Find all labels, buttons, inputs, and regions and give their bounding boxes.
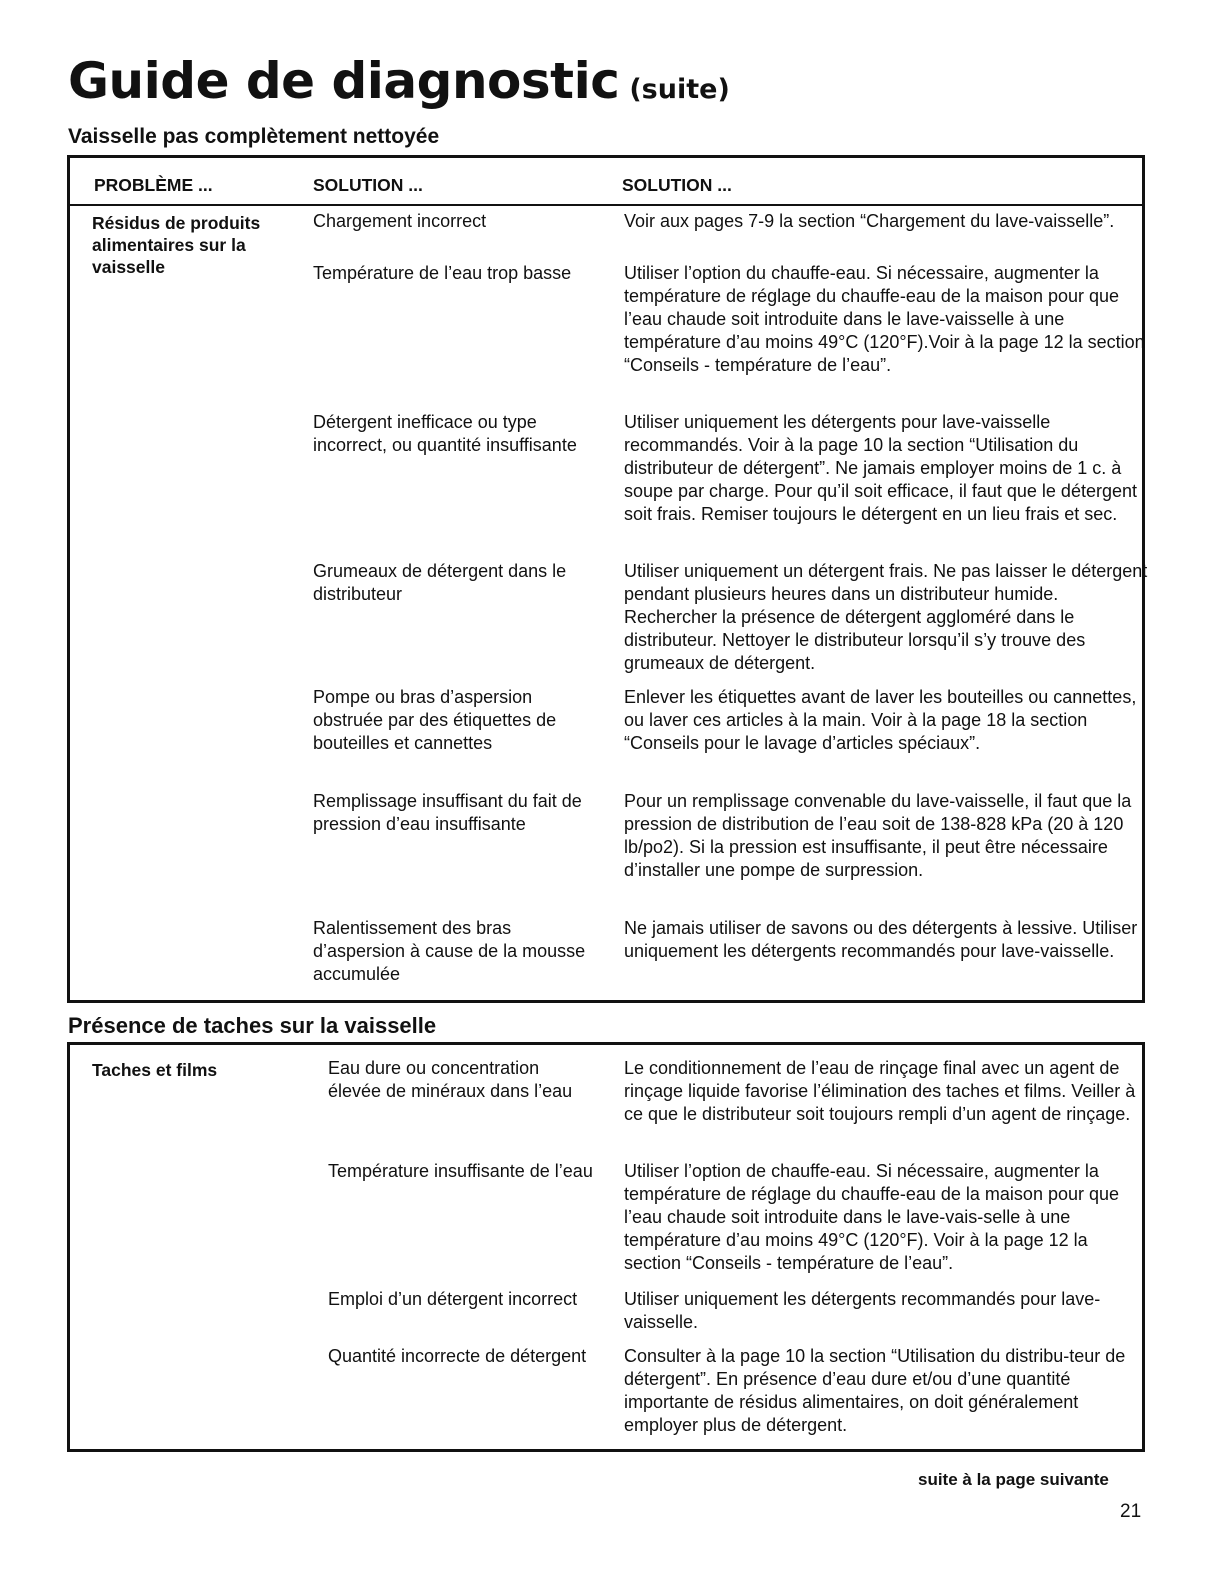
cause-text: Quantité incorrecte de détergent (328, 1346, 587, 1366)
solution-text: Utiliser uniquement les détergents pour lave-vaisselle recommandés. Voir à la page 10 la section “Utilisation du distributeur de détergent”. Ne jamais employer moins de 1 c. à soupe par charge. Pour qu’il soit efficace, il faut que le détergent soit frais. Remiser toujours le détergent en un lieu frais et sec. (624, 412, 1137, 524)
solution-text: Ne jamais utiliser de savons ou des détergents à lessive. Utiliser uniquement les détergents recommandés pour lave-vaisselle. (624, 918, 1138, 961)
cause-text: Température de l’eau trop basse (313, 263, 572, 283)
cause-text: Eau dure ou concentration élevée de minéraux dans l’eau (328, 1058, 573, 1101)
solution-text: Utiliser l’option de chauffe-eau. Si nécessaire, augmenter la température de réglage du chauffe-eau de la maison pour que l’eau chaude soit introduite dans le lave-vais-selle à une température d’au moins 49°C (120°F). Voir à la page 12 la section “Conseils - température de l’eau”. (624, 1161, 1120, 1273)
page-title-suffix: (suite) (629, 74, 730, 105)
solution-text: Le conditionnement de l’eau de rinçage final avec un agent de rinçage liquide favorise l’élimination des taches et films. Veiller à ce que le distributeur soit toujours rempli d’un agent de rinçage. (624, 1058, 1136, 1124)
continued-note: suite à la page suivante (918, 1470, 1109, 1489)
column-header-cause: SOLUTION ... (313, 175, 423, 195)
cause-text: Chargement incorrect (313, 211, 487, 231)
cause-text: Emploi d’un détergent incorrect (328, 1289, 578, 1309)
solution-text: Pour un remplissage convenable du lave-vaisselle, il faut que la pression de distribution de l’eau soit de 138-828 kPa (20 à 120 lb/po2). Si la pression est insuffisante, il peut être nécessaire d’installer une pompe de surpression. (624, 791, 1132, 880)
cause-text: Remplissage insuffisant du fait de pression d’eau insuffisante (313, 791, 582, 834)
solution-text: Voir aux pages 7-9 la section “Chargement du lave-vaisselle”. (624, 211, 1115, 231)
solution-text: Utiliser uniquement un détergent frais. Ne pas laisser le détergent pendant plusieurs heures dans un distributeur humide. Rechercher la présence de détergent aggloméré dans le distributeur. Nettoyer le distributeur lorsqu’il s’y trouve des grumeaux de détergent. (624, 561, 1148, 673)
cause-text: Détergent inefficace ou type incorrect, ou quantité insuffisante (313, 412, 577, 455)
cause-text: Température insuffisante de l’eau (328, 1161, 593, 1181)
troubleshooting-table-cleaning (67, 155, 1148, 1003)
problem-label: Taches et films (92, 1060, 218, 1080)
solution-text: Consulter à la page 10 la section “Utilisation du distribu-teur de détergent”. En présence d’eau dure et/ou d’une quantité importante de résidus alimentaires, on doit généralement employer plus de détergent. (624, 1346, 1126, 1435)
troubleshooting-table-spots (67, 1042, 1145, 1452)
problem-label: Résidus de produits alimentaires sur la vaisselle (92, 213, 261, 277)
column-header-solution: SOLUTION ... (622, 175, 732, 195)
column-header-problem: PROBLÈME ... (94, 175, 213, 195)
page-number: 21 (1120, 1501, 1142, 1522)
cause-text: Grumeaux de détergent dans le distributeur (313, 561, 567, 604)
page-title (68, 52, 730, 110)
solution-text: Utiliser l’option du chauffe-eau. Si nécessaire, augmenter la température de réglage du chauffe-eau de la maison pour que l’eau chaude soit introduite dans le lave-vaisselle à une température d’au moins 49°C (120°F).Voir à la page 12 la section “Conseils - température de l’eau”. (624, 263, 1145, 375)
cause-text: Pompe ou bras d’aspersion obstruée par des étiquettes de bouteilles et cannettes (313, 687, 557, 753)
section-heading-spots: Présence de taches sur la vaisselle (68, 1013, 437, 1038)
solution-text: Enlever les étiquettes avant de laver les bouteilles ou cannettes, ou laver ces articles à la main. Voir à la page 18 la section “Conseils pour le lavage d’articles spéciaux”. (624, 687, 1137, 753)
cause-text: Ralentissement des bras d’aspersion à cause de la mousse accumulée (313, 918, 586, 984)
section-heading-incomplete-cleaning: Vaisselle pas complètement nettoyée (68, 125, 440, 148)
solution-text: Utiliser uniquement les détergents recommandés pour lave-vaisselle. (624, 1289, 1101, 1332)
header-divider (70, 204, 1142, 206)
page-title-main: Guide de diagnostic (68, 52, 620, 110)
